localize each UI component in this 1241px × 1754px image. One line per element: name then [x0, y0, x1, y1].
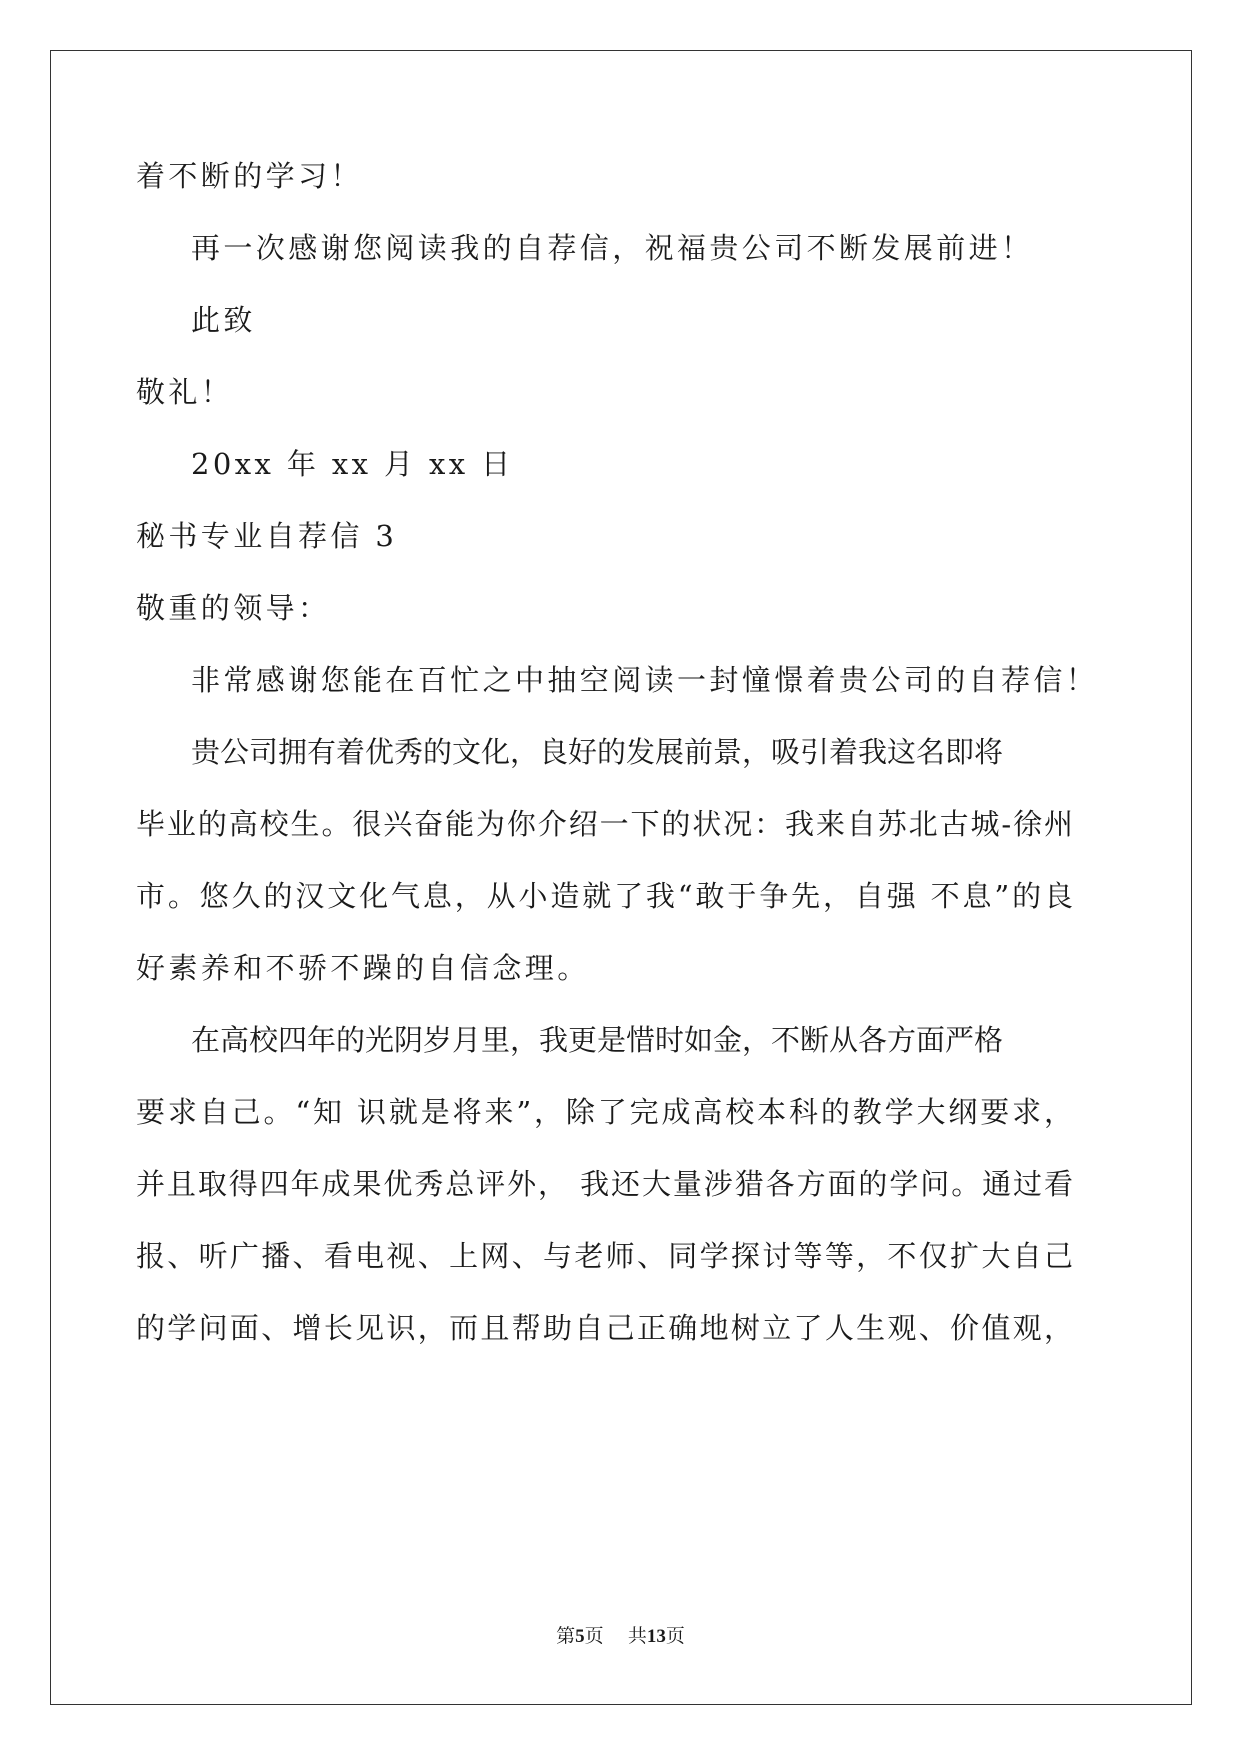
- text-line: 此致: [191, 303, 256, 337]
- current-page-number: 5: [575, 1626, 585, 1647]
- page-footer: [0, 1624, 1241, 1649]
- text-line: 非常感谢您能在百忙之中抽空阅读一封憧憬着贵公司的自荐信！: [191, 663, 1099, 697]
- total-page-count: 13: [646, 1626, 666, 1647]
- text-line: 再一次感谢您阅读我的自荐信，祝福贵公司不断发展前进！: [191, 231, 1034, 265]
- date-line: 20xx 年 xx 月 xx 日: [191, 447, 514, 481]
- text-line: 贵公司拥有着优秀的文化，良好的发展前景，吸引着我这名即将: [191, 735, 1004, 769]
- footer-page-word: 页: [584, 1625, 604, 1647]
- salutation: 敬重的领导：: [136, 591, 331, 625]
- text-line: 毕业的高校生。很兴奋能为你介绍一下的状况：我来自苏北古城-徐州: [136, 807, 1073, 841]
- text-line: 报、听广播、看电视、上网、与老师、同学探讨等等，不仅扩大自己: [136, 1239, 1073, 1273]
- footer-total-prefix: 共: [627, 1625, 647, 1647]
- text-line: 的学问面、增长见识，而且帮助自己正确地树立了人生观、价值观，: [136, 1311, 1073, 1345]
- text-line: 好素养和不骄不躁的自信念理。: [136, 951, 590, 985]
- text-line: 敬礼！: [136, 375, 234, 409]
- text-line: 在高校四年的光阴岁月里，我更是惜时如金，不断从各方面严格: [191, 1023, 1004, 1057]
- text-line: 市。悠久的汉文化气息，从小造就了我“敢于争先，自强 不息”的良: [136, 879, 1073, 913]
- section-title: 秘书专业自荐信 3: [136, 519, 398, 553]
- text-line: 要求自己。“知 识就是将来”，除了完成高校本科的教学大纲要求，: [136, 1095, 1073, 1129]
- text-line: 并且取得四年成果优秀总评外， 我还大量涉猎各方面的学问。通过看: [136, 1167, 1073, 1201]
- footer-prefix: 第: [556, 1625, 576, 1647]
- text-line: 着不断的学习！: [136, 159, 363, 193]
- footer-total-suffix: 页: [665, 1625, 685, 1647]
